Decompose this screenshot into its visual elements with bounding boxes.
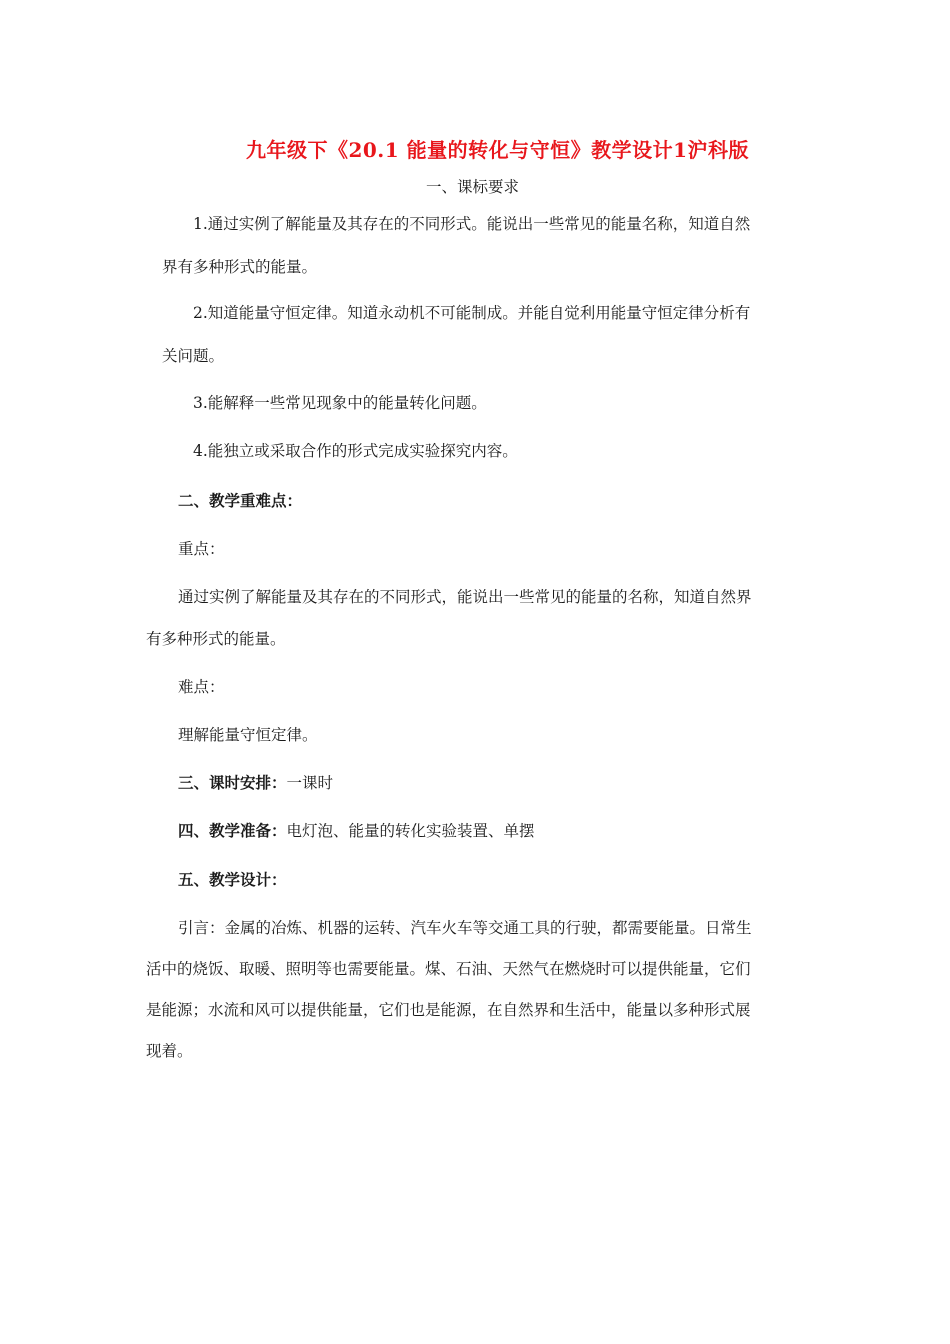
intro-line-2: 活中的烧饭、取暖、照明等也需要能量。煤、石油、天然气在燃烧时可以提供能量，它们: [146, 960, 751, 978]
intro-line-1: 引言：金属的冶炼、机器的运转、汽车火车等交通工具的行驶，都需要能量。日常生: [178, 919, 752, 937]
requirement-1-line-1: 1.通过实例了解能量及其存在的不同形式。能说出一些常见的能量名称，知道自然: [193, 215, 751, 233]
difficulty-text: 理解能量守恒定律。: [178, 726, 318, 744]
section-4-value: 电灯泡、能量的转化实验装置、单摆: [286, 822, 535, 840]
section-3: [178, 773, 333, 793]
intro-line-3: 是能源；水流和风可以提供能量，它们也是能源，在自然界和生活中，能量以多种形式展: [146, 1001, 751, 1019]
key-point-line-2: 有多种形式的能量。: [146, 630, 286, 648]
section-1-heading: 一、课标要求: [426, 178, 520, 196]
section-3-heading: 三、课时安排：: [178, 773, 287, 792]
difficulty-label: 难点：: [178, 678, 225, 696]
section-5-heading: 五、教学设计：: [178, 870, 287, 889]
key-point-label: 重点：: [178, 540, 225, 558]
requirement-1-line-2: 界有多种形式的能量。: [162, 258, 318, 276]
requirement-2-line-2: 关问题。: [162, 347, 225, 365]
requirement-3: 3.能解释一些常见现象中的能量转化问题。: [193, 394, 487, 412]
requirement-4: 4.能独立或采取合作的形式完成实验探究内容。: [193, 442, 518, 460]
section-4: [178, 821, 535, 841]
requirement-2-line-1: 2.知道能量守恒定律。知道永动机不可能制成。并能自觉利用能量守恒定律分析有: [193, 304, 751, 322]
intro-line-4: 现着。: [146, 1042, 193, 1060]
section-2-heading: 二、教学重难点：: [178, 491, 303, 510]
key-point-line-1: 通过实例了解能量及其存在的不同形式，能说出一些常见的能量的名称，知道自然界: [178, 588, 752, 606]
section-3-value: 一课时: [286, 774, 334, 792]
document-title: 九年级下《20.1 能量的转化与守恒》教学设计1沪科版: [245, 138, 750, 162]
section-4-heading: 四、教学准备：: [178, 821, 287, 840]
